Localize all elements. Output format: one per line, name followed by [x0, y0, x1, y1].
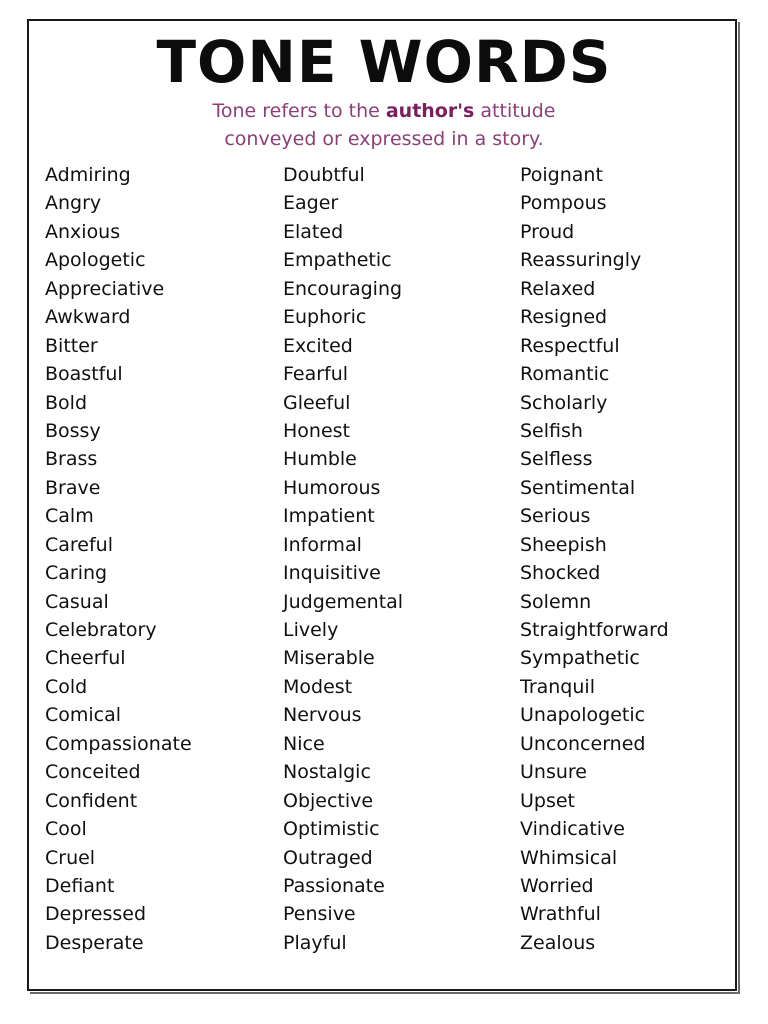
- tone-word: Compassionate: [45, 732, 192, 755]
- tone-word: Celebratory: [45, 619, 157, 641]
- tone-word: Casual: [45, 590, 109, 613]
- tone-word: Boastful: [45, 363, 123, 386]
- tone-word: Humorous: [283, 476, 381, 499]
- tone-word: Brave: [45, 476, 101, 499]
- tone-word: Proud: [520, 220, 575, 243]
- tone-word: Sentimental: [520, 476, 636, 499]
- tone-word: Shocked: [520, 562, 601, 585]
- tone-word: Eager: [283, 192, 339, 215]
- tone-word: Defiant: [45, 874, 115, 897]
- tone-word: Playful: [283, 931, 347, 954]
- tone-word: Nervous: [283, 704, 362, 727]
- tone-word: Worried: [520, 874, 594, 897]
- tone-word: Respectful: [520, 334, 620, 357]
- tone-word: Judgemental: [283, 590, 404, 613]
- tone-word: Confident: [45, 789, 138, 812]
- word-column-1: [45, 161, 275, 957]
- tone-word: Miserable: [283, 647, 375, 670]
- tone-word: Admiring: [45, 164, 131, 186]
- tone-word: Awkward: [45, 306, 131, 329]
- tone-word: Solemn: [520, 590, 592, 613]
- tone-word: Unsure: [520, 761, 587, 784]
- tone-word: Gleeful: [283, 391, 351, 414]
- tone-word: Nice: [283, 732, 325, 755]
- tone-word: Selfless: [520, 448, 593, 471]
- tone-word: Brass: [45, 448, 98, 471]
- tone-word: Whimsical: [520, 846, 618, 869]
- tone-word: Objective: [283, 789, 374, 812]
- tone-word: Conceited: [45, 761, 141, 784]
- tone-word: Scholarly: [520, 391, 608, 414]
- subtitle-text-after: attitude: [474, 100, 556, 122]
- subtitle: [0, 97, 768, 153]
- tone-word: Euphoric: [283, 306, 367, 329]
- tone-word: Doubtful: [283, 164, 365, 186]
- tone-word: Careful: [45, 533, 114, 556]
- tone-word: Tranquil: [520, 675, 595, 698]
- tone-word: Optimistic: [283, 818, 380, 841]
- tone-word: Fearful: [283, 363, 349, 386]
- tone-word: Cold: [45, 675, 88, 698]
- tone-word: Nostalgic: [283, 761, 371, 784]
- tone-word: Zealous: [520, 931, 596, 954]
- word-column-2: [283, 161, 513, 957]
- tone-word: Desperate: [45, 931, 144, 954]
- subtitle-text-before: Tone refers to the: [212, 100, 386, 122]
- tone-word: Unconcerned: [520, 732, 646, 755]
- tone-word: Vindicative: [520, 818, 625, 841]
- word-column-3: [520, 161, 750, 957]
- tone-word: Cheerful: [45, 647, 126, 670]
- tone-word: Passionate: [283, 874, 385, 897]
- tone-word: Resigned: [520, 306, 608, 329]
- tone-word: Pensive: [283, 903, 356, 926]
- tone-word: Anxious: [45, 220, 121, 243]
- tone-word: Selfish: [520, 419, 583, 442]
- tone-word: Romantic: [520, 363, 610, 386]
- tone-word: Apologetic: [45, 249, 146, 272]
- subtitle-line-1: [0, 97, 768, 125]
- tone-word: Calm: [45, 505, 94, 528]
- page-title: TONE WORDS: [156, 28, 612, 96]
- tone-word: Elated: [283, 220, 344, 243]
- tone-word: Sympathetic: [520, 647, 640, 670]
- tone-word: Angry: [45, 192, 102, 215]
- tone-word: Empathetic: [283, 249, 392, 272]
- tone-word: Encouraging: [283, 277, 403, 300]
- tone-word: Caring: [45, 562, 108, 585]
- tone-word: Inquisitive: [283, 562, 381, 585]
- tone-word: Outraged: [283, 846, 373, 869]
- tone-word: Unapologetic: [520, 704, 646, 727]
- tone-word: Informal: [283, 533, 362, 556]
- tone-word: Appreciative: [45, 277, 165, 300]
- tone-word: Serious: [520, 505, 591, 528]
- tone-word: Impatient: [283, 505, 375, 528]
- tone-word: Reassuringly: [520, 249, 642, 272]
- tone-word: Sheepish: [520, 533, 607, 556]
- tone-word: Bold: [45, 391, 87, 414]
- tone-word: Cool: [45, 818, 87, 841]
- tone-word: Bitter: [45, 334, 98, 357]
- tone-word: Modest: [283, 675, 353, 698]
- tone-word: Humble: [283, 448, 357, 471]
- tone-word: Bossy: [45, 419, 101, 442]
- tone-word: Comical: [45, 704, 122, 727]
- tone-word: Honest: [283, 419, 350, 442]
- tone-word: Pompous: [520, 192, 607, 215]
- tone-word: Straightforward: [520, 619, 669, 641]
- tone-word: Poignant: [520, 164, 603, 186]
- tone-word: Excited: [283, 334, 353, 357]
- tone-word: Lively: [283, 619, 339, 641]
- tone-word: Depressed: [45, 903, 147, 926]
- tone-word: Upset: [520, 789, 576, 812]
- tone-word: Wrathful: [520, 903, 601, 926]
- tone-word: Relaxed: [520, 277, 596, 300]
- tone-word: Cruel: [45, 846, 96, 869]
- subtitle-emphasis: author's: [385, 100, 475, 122]
- subtitle-line-2: conveyed or expressed in a story.: [224, 128, 544, 150]
